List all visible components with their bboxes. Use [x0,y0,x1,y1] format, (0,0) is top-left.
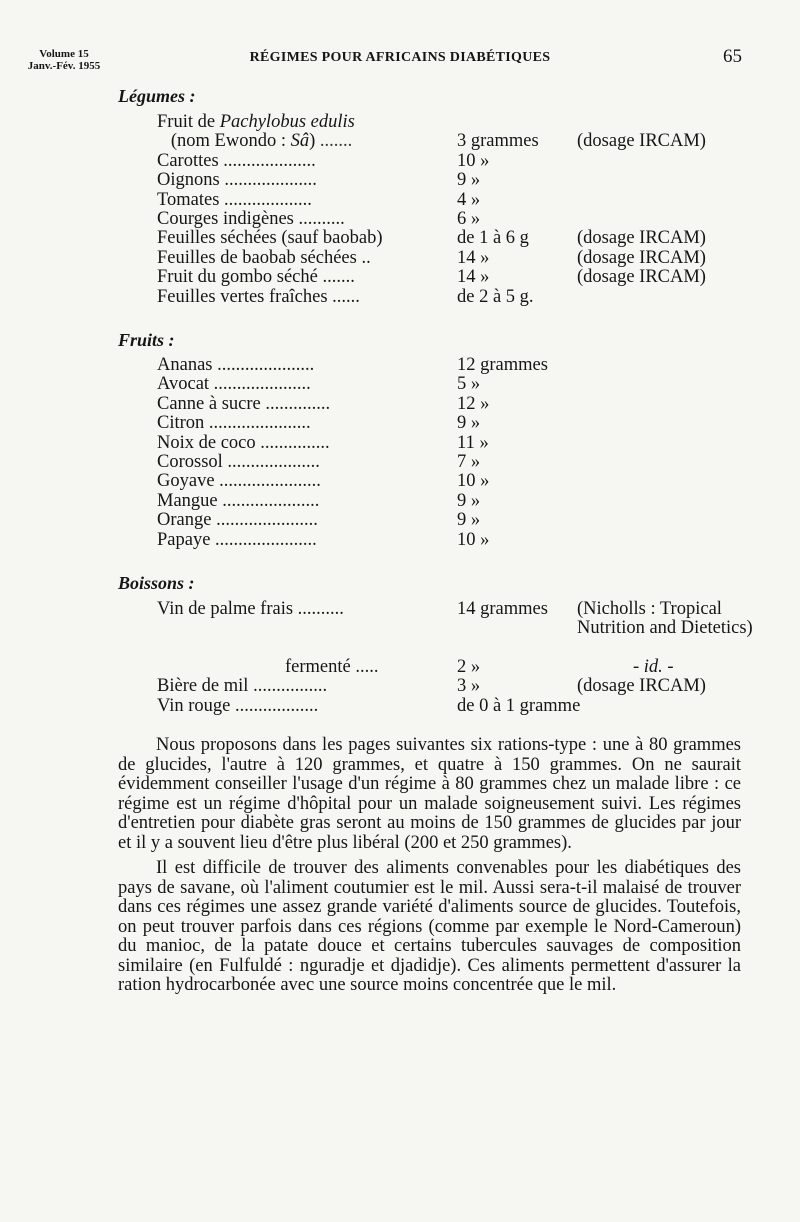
item-quantity: 3 » [457,676,481,697]
issue-date: Janv.-Fév. 1955 [27,60,101,72]
item-name: Mangue ..................... [157,491,320,511]
table-row [157,288,777,307]
item-name: Oignons .................... [157,171,317,191]
body-text [118,736,741,1002]
table-row [157,113,777,132]
table-row [157,191,777,210]
table-row [157,152,777,171]
table-row [157,531,777,550]
running-title: RÉGIMES POUR AFRICAINS DIABÉTIQUES [249,50,551,65]
item-name: Ananas ..................... [157,356,315,375]
item-name: Vin de palme frais .......... [157,600,344,619]
item-name: Vin rouge .................. [157,696,319,716]
table-row [157,210,777,229]
item-quantity: 9 » [457,413,481,434]
legumes-table [157,113,777,307]
item-quantity: 10 » [457,471,490,492]
section-legumes-heading: Légumes : [118,86,196,106]
page-number: 65 [723,46,742,67]
item-name: Carottes .................... [157,151,316,171]
item-note: (dosage IRCAM) [577,228,706,249]
item-quantity: 10 » [457,529,490,550]
table-row [157,249,777,268]
table-row [157,132,777,151]
item-note: (dosage IRCAM) [577,267,706,288]
item-quantity: 14 grammes [457,599,548,619]
fruits-table [157,356,777,550]
item-name: Citron ...................... [157,414,311,434]
item-quantity: 7 » [457,451,481,472]
table-row [157,453,777,472]
paragraph: Il est difficile de trouver des aliments convenables pour les diabétiques des pays de savane, où l'aliment coutumier est le mil. Aussi sera-t-il malaisé de trouver dans ces régimes une assez grande variété d'aliments source de glucides. Toutefois, on peut trouver parfois dans ces régions (comme par exemple le Nord-Cameroun) du manioc, de la patate douce et certains tubercules sauvages de composition similaire (en Fulfuldé : nguradje et djadidje). Ces aliments permettent d'assurer la ration hydrocarbonée avec une source moins concentrée que le mil. [118,858,741,995]
item-name: Canne à sucre .............. [157,394,331,414]
item-name: Fruit du gombo séché ....... [157,268,355,288]
item-quantity: 9 » [457,490,481,511]
item-name: Tomates ................... [157,190,312,210]
table-row [157,600,777,658]
table-row [157,677,777,696]
item-quantity: 11 » [457,432,489,453]
item-name: fermenté ..... [285,658,379,677]
table-row [157,229,777,248]
item-name: Papaye ...................... [157,530,317,550]
table-row [157,375,777,394]
item-note: (dosage IRCAM) [577,676,706,697]
item-name: Bière de mil ................ [157,677,328,697]
item-note: (dosage IRCAM) [577,247,706,268]
item-quantity: 9 » [457,170,481,191]
item-name: Corossol .................... [157,452,320,472]
item-note: (dosage IRCAM) [577,131,706,152]
item-quantity: de 0 à 1 gramme [457,695,581,716]
item-quantity: 4 » [457,189,481,210]
item-name: Courges indigènes .......... [157,209,345,229]
item-name: Feuilles de baobab séchées .. [157,248,371,268]
item-name: Feuilles séchées (sauf baobab) [157,229,383,249]
table-row [157,492,777,511]
table-row [157,356,777,375]
item-quantity: 14 » [457,247,490,268]
item-quantity: 10 » [457,150,490,171]
table-row [157,434,777,453]
table-row [157,171,777,190]
item-quantity: 2 » [457,657,481,677]
item-note: (Nicholls : Tropical Nutrition and Dietetics) [577,599,753,639]
item-quantity: 5 » [457,374,481,395]
item-quantity: 3 grammes [457,131,539,152]
item-name: Avocat ..................... [157,375,311,395]
item-name: Orange ...................... [157,511,318,531]
table-row [157,268,777,287]
item-quantity: 6 » [457,208,481,229]
table-row [157,395,777,414]
section-boissons-heading: Boissons : [118,573,195,593]
item-note: - id. - [633,657,674,677]
item-quantity: de 2 à 5 g. [457,286,534,307]
table-row [157,414,777,433]
item-quantity: 14 » [457,267,490,288]
item-name: Feuilles vertes fraîches ...... [157,287,360,307]
item-quantity: de 1 à 6 g [457,228,529,249]
section-fruits-heading: Fruits : [118,330,175,350]
table-row [157,511,777,530]
item-quantity: 9 » [457,510,481,531]
paragraph: Nous proposons dans les pages suivantes six rations-type : une à 80 grammes de glucides, l'autre à 120 grammes, et quatre à 150 grammes. On ne saurait évidemment conseiller l'usage d'un régime à 80 grammes chez un malade libre : ce régime est un régime d'hôpital pour un malade soigneusement suivi. Les régimes d'entretien pour diabète gras seront au moins de 150 grammes de glucides par jour et il y a souvent lieu d'être plus libéral (200 et 250 grammes). [118,735,741,853]
item-quantity: 12 grammes [457,355,548,375]
item-name: Goyave ...................... [157,472,321,492]
item-quantity: 12 » [457,393,490,414]
table-row [157,472,777,491]
item-name: (nom Ewondo : Sâ) ....... [157,132,353,152]
volume-number: Volume 15 [39,48,89,60]
item-name: Fruit de Pachylobus edulis [157,113,355,132]
item-name: Noix de coco ............... [157,433,330,453]
table-row [157,658,777,677]
boissons-table [157,600,777,716]
table-row [157,697,777,716]
